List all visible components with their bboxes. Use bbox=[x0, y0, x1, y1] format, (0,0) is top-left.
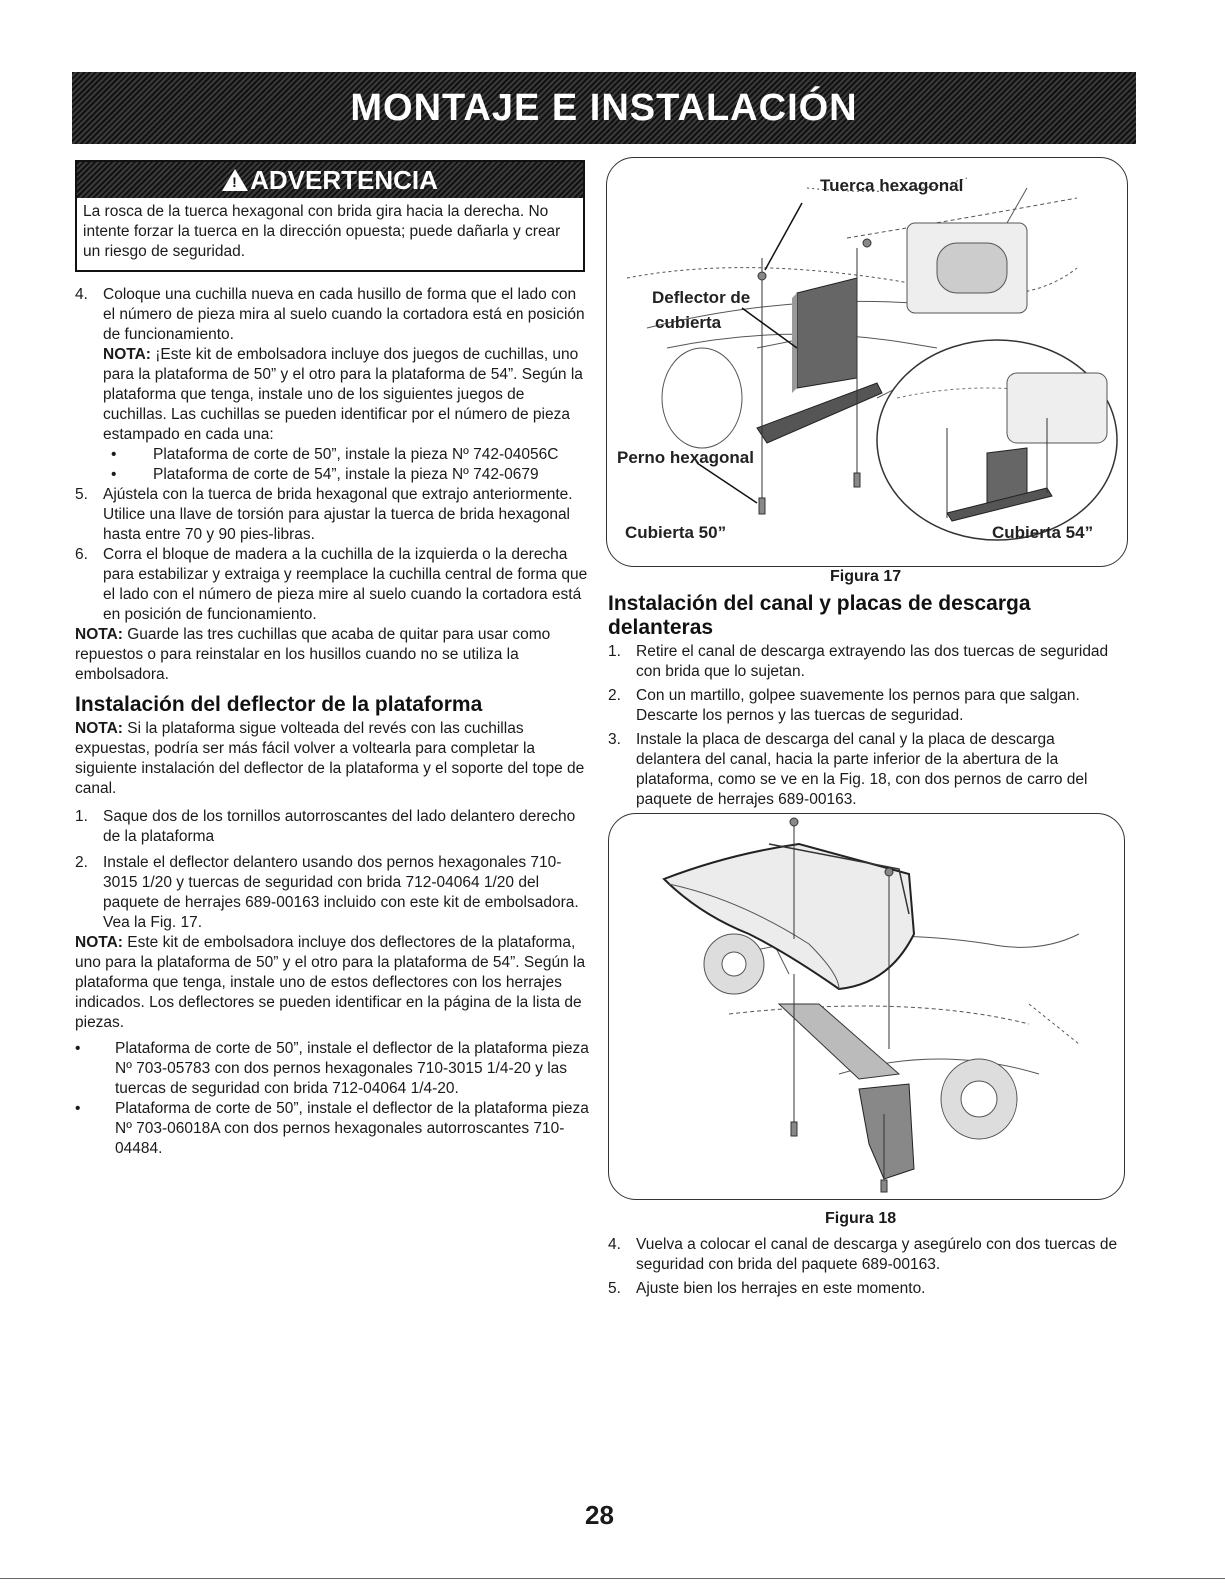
page-banner bbox=[72, 72, 1136, 144]
footer-divider bbox=[0, 1578, 1225, 1579]
step-5 bbox=[75, 485, 590, 545]
list-item: • Plataforma de corte de 50”, instale la pieza Nº 742-04056C bbox=[111, 446, 559, 463]
note-label: NOTA: bbox=[75, 626, 123, 643]
step-text: Con un martillo, golpee suavemente los pernos para que salgan. Descarte los pernos y las tuercas de seguridad. bbox=[636, 687, 1080, 724]
step-6 bbox=[75, 545, 590, 625]
step-number: 5. bbox=[608, 1280, 621, 1297]
list-item: • Plataforma de corte de 50”, instale el deflector de la plataforma pieza Nº 703-06018A con dos pernos hexagonales autorroscantes 710-04484. bbox=[75, 1100, 589, 1157]
section-heading-deflector: Instalación del deflector de la plataforma bbox=[75, 693, 483, 716]
step-text: Ajústela con la tuerca de brida hexagonal que extrajo anteriormente. Utilice una llave de torsión para ajustar la tuerca de brida hexagonal hasta entre 70 y 90 pies-libras. bbox=[103, 486, 573, 543]
note-label: NOTA: bbox=[75, 934, 123, 951]
discharge-step-5 bbox=[608, 1279, 1118, 1299]
figure-18-illustration bbox=[609, 814, 1124, 1199]
discharge-step-4 bbox=[608, 1235, 1118, 1275]
note-label: NOTA: bbox=[103, 346, 151, 363]
warning-triangle-icon: ! bbox=[222, 169, 248, 191]
note-text: ¡Este kit de embolsadora incluye dos juegos de cuchillas, uno para la plataforma de 50” y el otro para la plataforma de 54”. Según la plataforma que tenga, instale uno de los siguientes juegos de cuchillas. Las cuchillas se pueden identificar por el número de pieza estampado en cada una: bbox=[103, 346, 583, 443]
step-text: Instale el deflector delantero usando dos pernos hexagonales 710-3015 1/20 y tuercas de seguridad con brida 712-04064 1/20 del paquete de herrajes 689-00163 incluido con este kit de embolsadora. Vea la Fig. 17. bbox=[103, 854, 579, 931]
step-text: Vuelva a colocar el canal de descarga y asegúrelo con dos tuercas de seguridad con brida del paquete 689-00163. bbox=[636, 1236, 1118, 1273]
step-text: Instale la placa de descarga del canal y la placa de descarga delantera del canal, hacia la parte inferior de la abertura de la plataforma, como se ve en la Fig. 18, con dos pernos de carro del paquete de herrajes 689-00163. bbox=[636, 731, 1088, 808]
note-flip bbox=[75, 719, 590, 799]
note-deflectors bbox=[75, 933, 590, 1033]
discharge-step-2 bbox=[608, 686, 1118, 726]
step-text: Corra el bloque de madera a la cuchilla de la izquierda o la derecha para estabilizar y extraiga y reemplace la cuchilla central de forma que el lado con el número de pieza mire al suelo cuando la cortadora está en posición de funcionamiento. bbox=[103, 546, 588, 623]
step-number: 2. bbox=[75, 854, 88, 871]
note-blades bbox=[75, 345, 590, 445]
discharge-step-1 bbox=[608, 642, 1118, 682]
step-number: 1. bbox=[75, 808, 88, 825]
step-text: Saque dos de los tornillos autorroscantes del lado delantero derecho de la plataforma bbox=[103, 808, 576, 845]
note-spares bbox=[75, 625, 590, 685]
list-item-text: Plataforma de corte de 50”, instale la pieza Nº 742-04056C bbox=[153, 446, 559, 463]
step-text: Retire el canal de descarga extrayendo las dos tuercas de seguridad con brida que lo sujetan. bbox=[636, 643, 1109, 680]
list-item-text: Plataforma de corte de 54”, instale la pieza Nº 742-0679 bbox=[153, 466, 539, 483]
page-number: 28 bbox=[585, 1500, 614, 1530]
step-number: 4. bbox=[75, 286, 88, 303]
step-text: Coloque una cuchilla nueva en cada husillo de forma que el lado con el número de pieza mira al suelo cuando la cortadora está en posición de funcionamiento. bbox=[103, 286, 585, 343]
warning-heading: ADVERTENCIA bbox=[250, 164, 438, 195]
warning-header bbox=[77, 162, 583, 198]
note-text: Este kit de embolsadora incluye dos deflectores de la plataforma, uno para la plataforma de 50” y el otro para la plataforma de 54”. Según la plataforma que tenga, instale uno de estos deflectores con los herrajes indicados. Los deflectores se pueden identificar en la página de la lista de piezas. bbox=[75, 934, 586, 1031]
deflector-step-1 bbox=[75, 807, 590, 847]
label-hex-nut: Tuerca hexagonal bbox=[820, 176, 964, 195]
step-number: 3. bbox=[608, 731, 621, 748]
blade-list bbox=[75, 445, 590, 485]
right-column-bottom bbox=[608, 1235, 1118, 1299]
step-number: 1. bbox=[608, 643, 621, 660]
note-text: Guarde las tres cuchillas que acaba de quitar para usar como repuestos o para reinstalar en los husillos cuando no se utiliza la embolsadora. bbox=[75, 626, 551, 683]
figure-17-caption: Figura 17 bbox=[830, 568, 902, 585]
figure-18-caption: Figura 18 bbox=[825, 1210, 897, 1227]
page-banner-title: MONTAJE E INSTALACIÓN bbox=[350, 86, 858, 129]
label-deflector-line-2: cubierta bbox=[655, 313, 722, 332]
label-hex-bolt: Perno hexagonal bbox=[617, 448, 754, 467]
warning-text: La rosca de la tuerca hexagonal con brida gira hacia la derecha. No intente forzar la tuerca en la dirección opuesta; puede dañarla y crear un riesgo de seguridad. bbox=[83, 203, 561, 260]
step-text: Ajuste bien los herrajes en este momento. bbox=[636, 1280, 926, 1297]
list-item: • Plataforma de corte de 50”, instale el deflector de la plataforma pieza Nº 703-05783 con dos pernos hexagonales 710-3015 1/4-20 y las tuercas de seguridad con brida 712-04064 1/4-20. bbox=[75, 1040, 589, 1097]
deflector-step-2 bbox=[75, 853, 590, 933]
right-column bbox=[608, 592, 1118, 810]
list-item: • Plataforma de corte de 54”, instale la pieza Nº 742-0679 bbox=[111, 466, 539, 483]
section-heading-discharge: Instalación del canal y placas de descarga delanteras bbox=[608, 592, 1031, 639]
step-number: 2. bbox=[608, 687, 621, 704]
step-number: 4. bbox=[608, 1236, 621, 1253]
discharge-step-3 bbox=[608, 730, 1118, 810]
left-column bbox=[75, 285, 590, 1159]
note-label: NOTA: bbox=[75, 720, 123, 737]
figure-17 bbox=[606, 157, 1128, 567]
list-item-text: Plataforma de corte de 50”, instale el deflector de la plataforma pieza Nº 703-05783 con dos pernos hexagonales 710-3015 1/4-20 y las tuercas de seguridad con brida 712-04064 1/4-20. bbox=[115, 1040, 589, 1097]
step-number: 6. bbox=[75, 546, 88, 563]
list-item-text: Plataforma de corte de 50”, instale el deflector de la plataforma pieza Nº 703-06018A con dos pernos hexagonales autorroscantes 710-04484. bbox=[115, 1100, 589, 1157]
warning-box bbox=[75, 160, 585, 272]
label-deck-54: Cubierta 54” bbox=[992, 523, 1094, 542]
step-number: 5. bbox=[75, 486, 88, 503]
step-4 bbox=[75, 285, 590, 345]
figure-17-illustration bbox=[607, 158, 1127, 566]
note-text: Si la plataforma sigue volteada del revés con las cuchillas expuestas, podría ser más fácil volver a voltearla para completar la siguiente instalación del deflector de la plataforma y el soporte del tope de canal. bbox=[75, 720, 585, 797]
label-deflector-line-1: Deflector de bbox=[652, 288, 751, 307]
label-deck-50: Cubierta 50” bbox=[625, 523, 727, 542]
figure-18 bbox=[608, 813, 1125, 1200]
